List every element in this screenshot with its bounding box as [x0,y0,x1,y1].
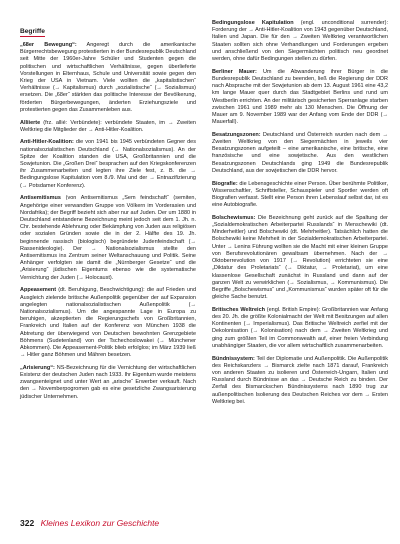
entry-term: „68er Bewegung“: [20,42,77,48]
entry-term: Antisemitismus [20,195,61,202]
glossary-entry [20,365,196,401]
glossary-entry [212,181,388,210]
entry-text: (dt. Beruhigung, Beschwichtigung): die auf Frieden und Ausgleich zielende britische Außenpolitik gegenüber der auf Expansion angelegten nationalsozialistischen Außenpolitik (→ Nationalsozialismus). Um die angespannte Lage in Europa zu beruhigen, akzeptierten die Regierungschefs von Großbritannien, Frankreich und Italien auf der Konferenz von München 1938 die Abtretung der überwiegend von Deutschen bewohnten Grenzgebiete Böhmens (Sudetenland) von der Tschechoslowakei (→ Münchener Abkommen). Die Appeasement-Politik blieb erfolglos; im März 1939 ließ → Hitler ganz Böhmen und Mähren besetzen. [20,287,196,359]
entry-term: Biografie: [212,180,238,187]
entry-term: Britisches Weltreich [212,306,266,313]
glossary-entry [212,356,388,406]
left-entries [20,42,196,401]
glossary-entry [20,287,196,359]
entry-text: die von 1941 bis 1945 verbündeten Gegner des nationalsozialistischen Deutschland (→ Nationalsozialismus). An der Spitze der Koalition standen die USA, Großbritannien und die Sowjetunion. Die „Großen Drei“ besprachen auf den Kriegskonferenzen ihr Zusammenarbeiten und legten ihre Ziele fest, z. B. die → Bedingungslose Kapitulation vom 8./9. Mai und der → Entnazifizierung (→ Potsdamer Konferenz). [20,139,196,189]
page-footer [20,518,159,528]
glossary-page [20,20,388,510]
entry-term: Alliierte [20,119,41,126]
glossary-entry [20,42,196,114]
glossary-entry [212,132,388,175]
entry-text: Teil der Diplomatie und Außenpolitik. Die Außenpolitik des Reichskanzlers → Bismarck zielte nach 1871 darauf, Frankreich von anderen Staaten zu isolieren und Österreich-Ungarn, Italien und Russland durch Bündnisse an das → Deutsche Reich zu binden. Der Zerfall des Bismarckschen Bündnissystems nach 1890 trug zur außenpolitischen Isolierung des Deutschen Reiches vor dem → Ersten Weltkrieg bei. [212,355,388,405]
section-heading: Begriffe [20,28,45,35]
entry-term: Besatzungszonen: [212,131,261,138]
entry-text: Deutschland und Österreich wurden nach dem → Zweiten Weltkrieg von den Siegermächten in jeweils vier Besatzungszonen aufgeteilt – eine amerikanische, eine britische, eine französische und eine sowjetische. Aus den westlichen Besatzungszonen Deutschlands ging 1949 die Bundesrepublik Deutschland, aus der sowjetischen die DDR hervor. [212,131,388,174]
entry-text: (engl. British Empire): Großbritannien war Anfang des 20. Jh. die größte Kolonialmacht der Welt mit Besitzungen auf allen Kontinenten (→ Imperialismus). Das Britische Weltreich zerfiel mit der Dekolonisation (→ Kolonisation) nach dem → Zweiten Weltkrieg und ging zum größten Teil im Commonwealth auf, einer freien Verbindung unabhängiger Staaten, die vor allem wirtschaftlich zusammenarbeiten. [212,306,389,349]
entry-term: Appeasement [20,287,57,294]
entry-term: Bündnissystem: [212,355,255,362]
entry-term: „Arisierung“: [20,364,55,371]
entry-text: Die Bezeichnung geht zurück auf die Spaltung der „Sozialdemokratischen Arbeiterpartei Russlands“ in Menschewiki (dt. Minderheitler) und Bolschewiki (dt. Mehrheitler). Tatsächlich hatten die Bolschewiki keine Mehrheit in der Sozialdemokratischen Arbeiterpartei. Unter → Lenins Führung wollten sie die Macht mit einer kleinen Gruppe von Berufsrevolutionären gewaltsam übernehmen. Nach der → Oktoberrevolution von 1917 (→ Revolution) errichteten sie eine „Diktatur des Proletariats“ (→ Diktatur, → Proletariat), um eine klassenlose Gesellschaft zunächst in Russland und dann auf der ganzen Welt zu verwirklichen (→ Sozialismus, → Kommunismus). Die Begriffe „Bolschewismus“ und „Kommunismus“ wurden später oft für die gleiche Sache benutzt. [212,214,388,301]
right-column [212,20,388,411]
entry-term: Bedingungslose Kapitulation [212,20,294,26]
entry-text: (engl. unconditional surrender): Forderung der → Anti-Hitler-Koalition von 1943 gegenüber Deutschland, Italien und Japan. Die für den → Zweiten Weltkrieg verantwortlichen Staaten sollten sich ohne Verhandlungen und Forderungen ergeben und anschließend von den Siegermächten politisch neu geordnet werden, ohne dafür Bedingungen stellen zu dürfen. [212,20,388,63]
entry-text: (von Antisemitismus „Sem feindschaft“ (semiten, Angehörige einer verwandten Gruppe von Völkern im Vorderasien und Nordafrika); der Begriff bezieht sich aber nur auf Juden. Der um 1880 in Deutschland entstandene Bezeichnung meint jedoch seit dem 1. Jh. n. Chr. bestehende Ablehnung oder Bekämpfung von Juden aus religiösen oder sozialen Gründen sowie die in der 2. Hälfte des 19. Jh. beginnende rassisch (biologisch) begründete Judenfeindschaft (→ Rassenideologie). Der → Nationalsozialismus stellte den Antisemitismus ins Zentrum seiner Weltanschauung und Politik. Seine Anhänger verfolgten sie damit die „Nürnberger Gesetze“ und die „Arisierung“ jüdischen Eigentums ebenso wie die systematische Vernichtung der Juden (→ Holocaust). [20,195,196,281]
entry-text: Um die Abwanderung ihrer Bürger in die Bundesrepublik Deutschland zu beenden, ließ die Regierung der DDR nach Absprache mit der Sowjetunion ab dem 13. August 1961 eine 43,2 km lange Mauer quer durch das Stadtgebiet Berlins und rund um Westberlin errichten. An der militärisch gesicherten Sperranlage starben zwischen 1961 und 1989 mehr als 130 Menschen. Die Öffnung der Mauer am 9. November 1989 war der Anfang vom Ende der DDR (→ Mauerfall). [212,68,388,126]
page-number: 322 [20,518,35,528]
glossary-entry [20,120,196,134]
entry-term: Bolschewismus: [212,214,256,221]
glossary-entry [212,307,388,350]
glossary-entry [212,215,388,301]
entry-text: die Lebensgeschichte einer Person. Über berühmte Politiker, Wissenschaftler, Schriftsteller, Schauspieler und Sportler werden oft Biografien verfasst. Stellt eine Person ihren Lebenslauf selbst dar, ist es eine Autobiografie. [212,180,388,209]
left-column [20,20,196,406]
entry-text: (frz. allié: Verbündete): verbündete Staaten, im → Zweiten Weltkrieg die Mitglieder der → Anti-Hitler-Koalition. [20,119,196,133]
right-entries [212,20,388,406]
entry-text: NS-Bezeichnung für die Vernichtung der wirtschaftlichen Existenz der deutschen Juden nach 1933. Ihr Eigentum wurde meistens zwangsenteignet und unter Wert an „arische“ Erwerber verkauft. Nach den → Novemberpogromen gab es eine gesetzliche Zwangsarisierung jüdischer Unternehmen. [20,364,196,400]
glossary-entry [20,139,196,189]
book-title: Kleines Lexikon zur Geschichte [40,518,160,528]
entry-term: Anti-Hitler-Koalition: [20,139,74,146]
glossary-entry [212,69,388,127]
entry-term: Berliner Mauer: [212,68,257,75]
glossary-entry [212,20,388,63]
glossary-entry [20,195,196,281]
entry-text: Angeregt durch die amerikanische Bürgerrechtsbewegung protestierten in der Bundesrepublik Deutschland seit Mitte der 1960er-Jahre Schüler und Studenten gegen die politischen und wirtschaftlichen Verhältnisse, gegen überlieferte Vorstellungen in Elternhaus, Schule und Universität sowie gegen den Krieg der USA in Vietnam. Viele wollten die „kapitalistischen“ Verhältnisse (→ Kapitalismus) durch „sozialistische“ (→ Sozialismus) ersetzen. Die „68er“ stärkten das politische Interesse der Bevölkerung, förderten Bürgerbewegungen, änderten Erziehungsziele und protestierten gegen das Zusammenleben aus. [20,42,196,113]
